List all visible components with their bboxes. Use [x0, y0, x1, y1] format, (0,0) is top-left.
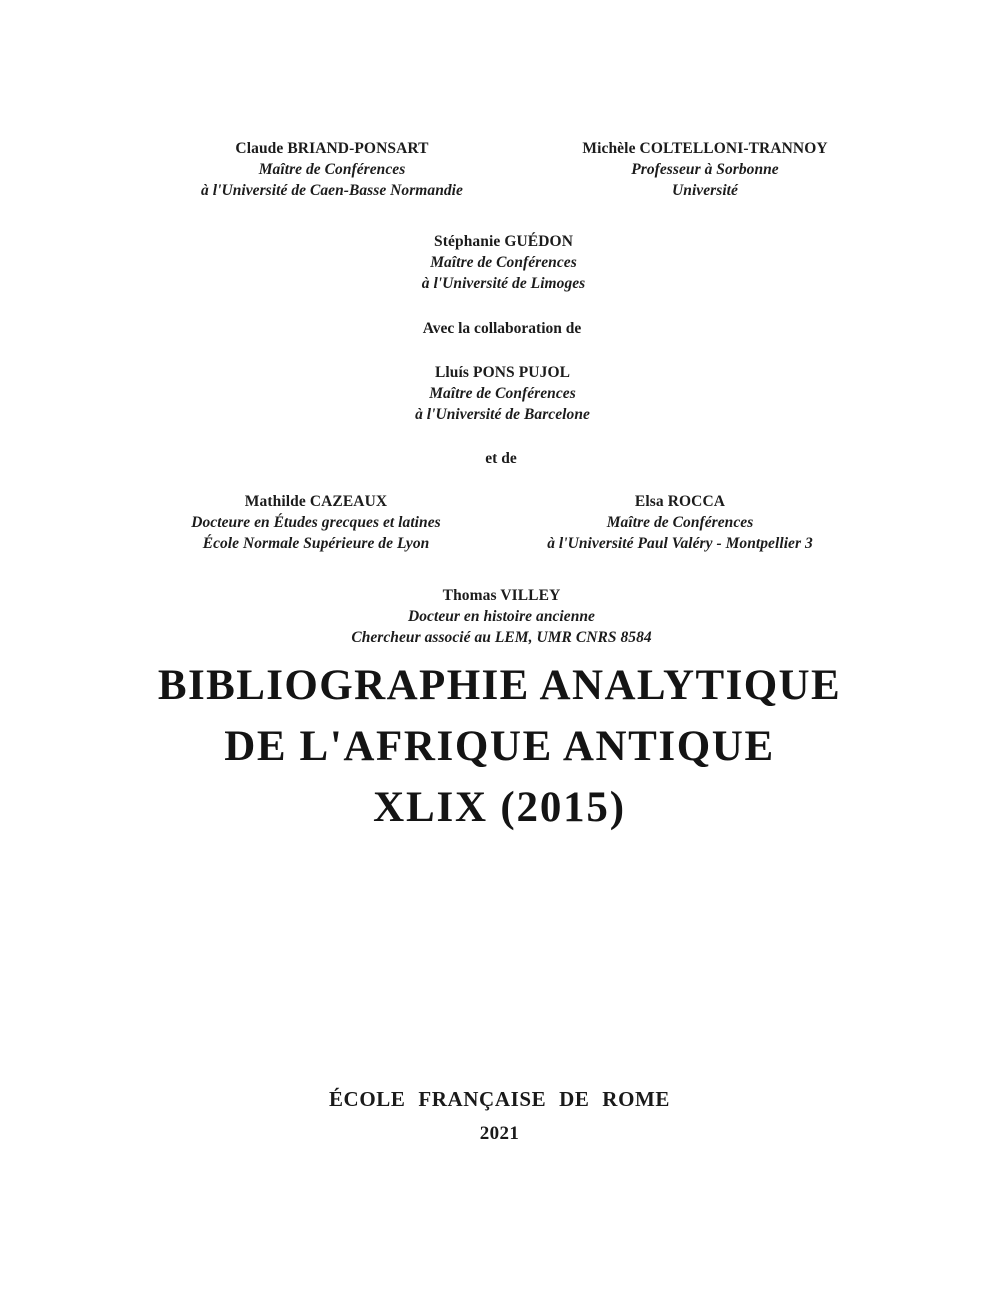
- collaborator-role: Maître de Conférences: [429, 385, 576, 402]
- credits-section: [0, 138, 999, 648]
- publisher-name: ÉCOLE FRANÇAISE DE ROME: [328, 1087, 671, 1111]
- editor-guedon: [0, 231, 999, 294]
- contributor-role: Docteur en histoire ancienne: [408, 608, 595, 625]
- collaboration-label: Avec la collaboration de: [422, 320, 582, 337]
- title-line-1: BIBLIOGRAPHIE ANALYTIQUE: [157, 662, 842, 709]
- contributor-role: Maître de Conférences: [606, 514, 754, 531]
- title-line-2: DE L'AFRIQUE ANTIQUE: [224, 723, 775, 770]
- contributor-role: Docteure en Études grecques et latines: [191, 514, 441, 531]
- editor-role: Maître de Conférences: [430, 254, 577, 271]
- contributor-rocca: [510, 491, 850, 554]
- editor-name: Claude BRIAND-PONSART: [235, 140, 429, 157]
- collaborator-affiliation: à l'Université de Barcelone: [415, 406, 590, 423]
- contributor-affiliation: École Normale Supérieure de Lyon: [202, 535, 430, 552]
- editor-affiliation: Université: [672, 182, 738, 199]
- publication-year: 2021: [479, 1123, 520, 1144]
- editor-name: Michèle COLTELLONI-TRANNOY: [582, 140, 828, 157]
- publisher-section: [0, 1085, 999, 1147]
- contributors-row: [0, 491, 999, 563]
- title-line-3: XLIX (2015): [373, 784, 626, 831]
- editor-coltelloni-trannoy: [520, 138, 890, 201]
- editor-affiliation: à l'Université de Limoges: [421, 275, 586, 292]
- editors-row-1: [0, 138, 999, 210]
- collaborator-pons-pujol: [0, 362, 999, 425]
- editor-name: Stéphanie GUÉDON: [434, 233, 573, 250]
- page-title: [0, 655, 999, 838]
- contributor-cazeaux: [88, 491, 544, 554]
- contributor-name: Mathilde CAZEAUX: [244, 493, 388, 510]
- contributor-name: Elsa ROCCA: [634, 493, 726, 510]
- editor-role: Professeur à Sorbonne: [631, 161, 779, 178]
- editor-affiliation: à l'Université de Caen-Basse Normandie: [201, 182, 463, 199]
- contributor-affiliation: à l'Université Paul Valéry - Montpellier 3: [547, 535, 813, 552]
- contributor-affiliation: Chercheur associé au LEM, UMR CNRS 8584: [351, 629, 652, 646]
- collaborator-name: Lluís PONS PUJOL: [434, 364, 571, 381]
- editor-role: Maître de Conférences: [258, 161, 406, 178]
- editor-briand-ponsart: [104, 138, 560, 201]
- contributor-villey: [2, 585, 999, 648]
- and-also-label: et de: [485, 450, 517, 467]
- contributor-name: Thomas VILLEY: [442, 587, 561, 604]
